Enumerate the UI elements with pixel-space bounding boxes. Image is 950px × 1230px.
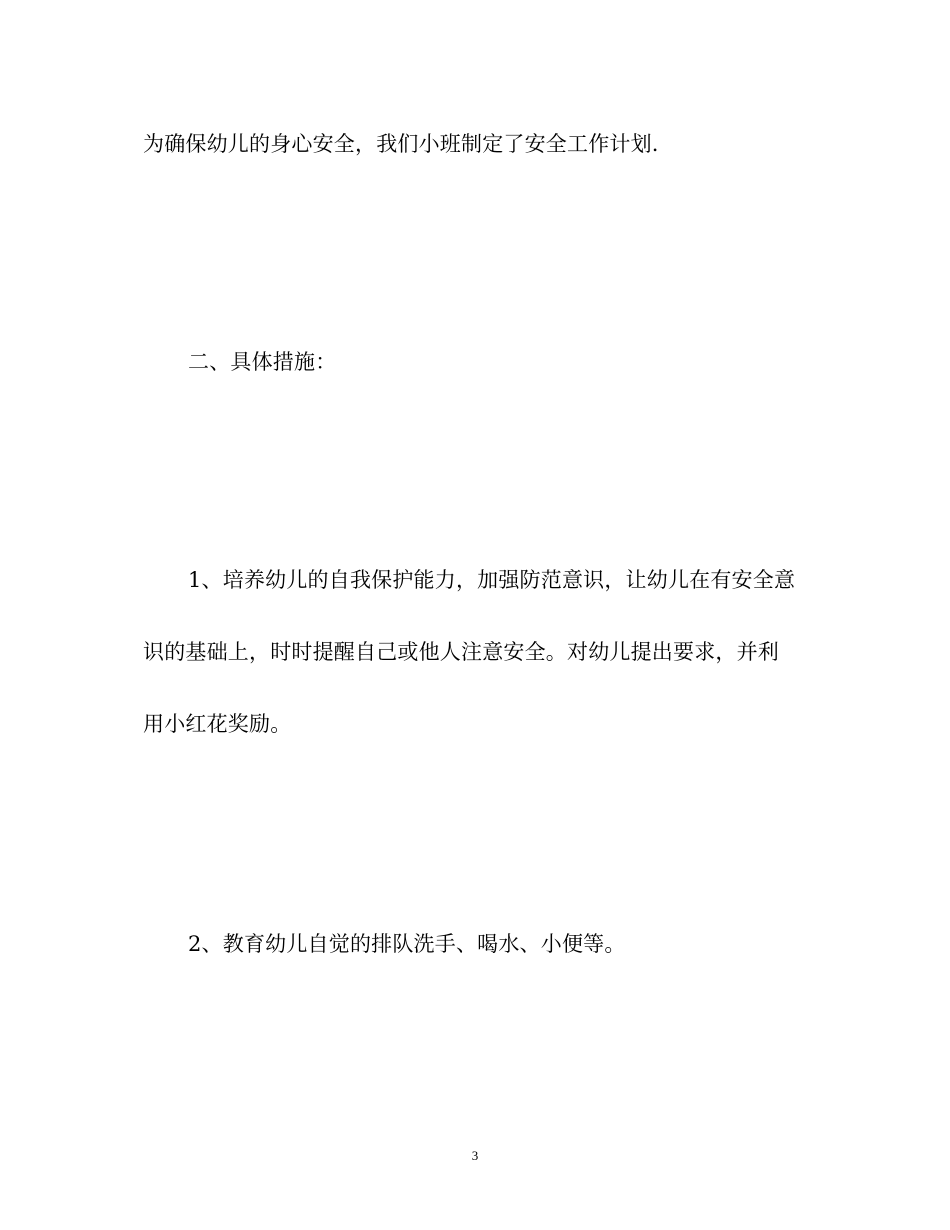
page-number: 3 [471,1148,479,1163]
measure-1-line-1: 1、培养幼儿的自我保护能力，加强防范意识，让幼儿在有安全意 [188,568,796,592]
paragraph-intro-line-1: 为确保幼儿的身心安全，我们小班制定了安全工作计划. [143,132,659,156]
measure-1-line-2: 识的基础上，时时提醒自己或他人注意安全。对幼儿提出要求，并利 [143,640,779,664]
section-heading-specific-measures: 二、具体措施： [188,350,337,374]
measure-2-line-1: 2、教育幼儿自觉的排队洗手、喝水、小便等。 [188,932,626,956]
measure-1-line-3: 用小红花奖励。 [143,712,292,736]
